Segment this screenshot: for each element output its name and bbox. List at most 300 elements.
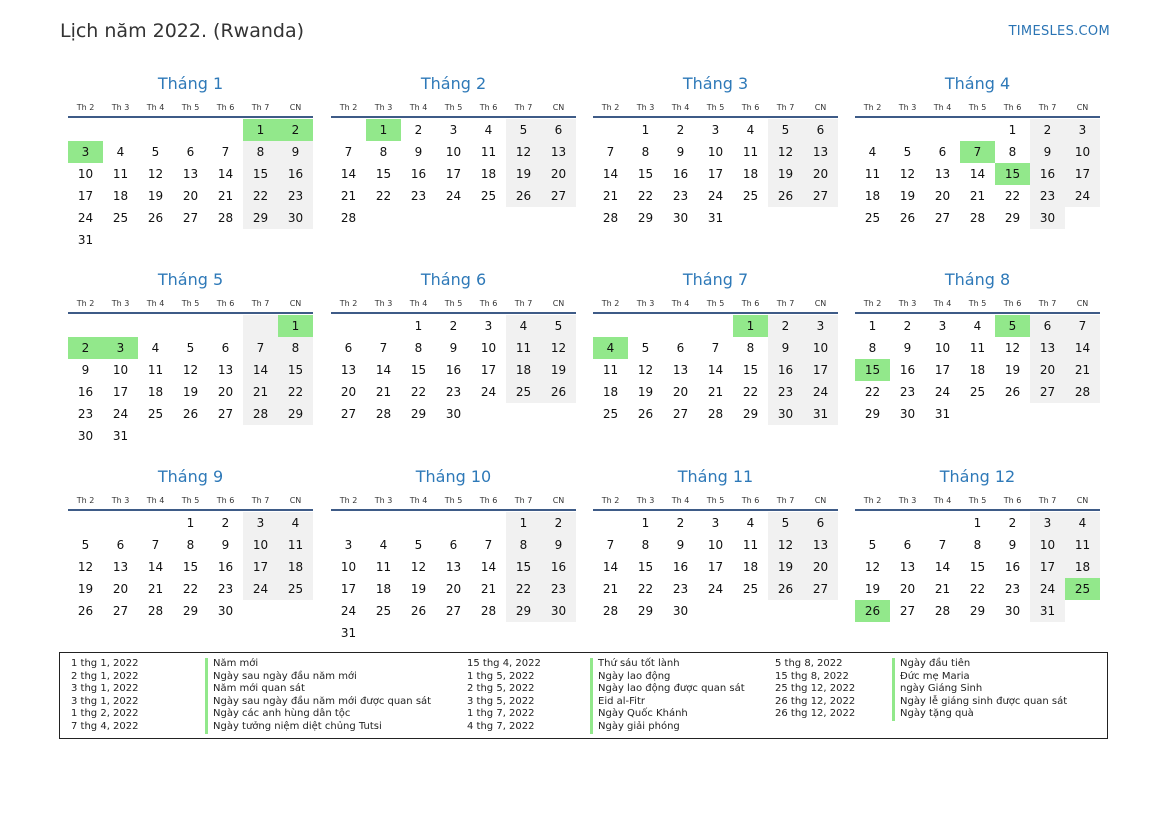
day-cell[interactable]: 21 — [340, 189, 357, 203]
day-cell[interactable]: 26 — [410, 604, 427, 618]
day-cell[interactable]: 12 — [410, 560, 427, 574]
day-cell[interactable]: 21 — [602, 582, 619, 596]
day-cell[interactable]: 24 — [1030, 578, 1065, 600]
day-cell[interactable]: 11 — [147, 363, 164, 377]
day-cell[interactable]: 10 — [112, 363, 129, 377]
day-cell[interactable]: 26 — [182, 407, 199, 421]
day-cell[interactable]: 17 — [1030, 556, 1065, 578]
day-cell[interactable]: 18 — [742, 167, 759, 181]
day-cell[interactable]: 16 — [541, 556, 576, 578]
day-cell[interactable]: 26 — [637, 407, 654, 421]
day-cell[interactable]: 3 — [243, 512, 278, 534]
day-cell[interactable]: 23 — [77, 407, 94, 421]
day-cell[interactable]: 29 — [864, 407, 881, 421]
day-cell[interactable]: 16 — [1030, 163, 1065, 185]
day-cell[interactable]: 8 — [641, 145, 650, 159]
day-cell[interactable]: 7 — [606, 145, 615, 159]
day-cell[interactable]: 3 — [1030, 512, 1065, 534]
day-cell[interactable]: 9 — [1008, 538, 1017, 552]
day-cell[interactable]: 23 — [768, 381, 803, 403]
day-cell[interactable]: 12 — [77, 560, 94, 574]
day-cell[interactable]: 27 — [445, 604, 462, 618]
day-cell[interactable]: 5 — [151, 145, 160, 159]
day-cell[interactable]: 6 — [116, 538, 125, 552]
day-cell[interactable]: 15 — [182, 560, 199, 574]
day-cell[interactable]: 24 — [112, 407, 129, 421]
day-cell[interactable]: 20 — [803, 163, 838, 185]
day-cell[interactable]: 17 — [1065, 163, 1100, 185]
day-cell[interactable]: 25 — [969, 385, 986, 399]
day-cell[interactable]: 21 — [243, 381, 278, 403]
day-cell[interactable]: 29 — [243, 207, 278, 229]
day-cell[interactable]: 4 — [484, 123, 493, 137]
day-cell[interactable]: 23 — [899, 385, 916, 399]
day-cell[interactable]: 27 — [340, 407, 357, 421]
day-cell[interactable]: 26 — [77, 604, 94, 618]
day-cell[interactable]: 14 — [1065, 337, 1100, 359]
day-cell[interactable]: 13 — [1030, 337, 1065, 359]
day-cell[interactable]: 23 — [1030, 185, 1065, 207]
day-cell[interactable]: 11 — [742, 538, 759, 552]
day-cell[interactable]: 13 — [934, 167, 951, 181]
day-cell[interactable]: 5 — [903, 145, 912, 159]
day-cell[interactable]: 20 — [182, 189, 199, 203]
day-cell[interactable]: 1 — [973, 516, 982, 530]
day-cell[interactable]: 12 — [541, 337, 576, 359]
holiday-day-cell[interactable]: 15 — [855, 359, 890, 381]
day-cell[interactable]: 19 — [637, 385, 654, 399]
day-cell[interactable]: 30 — [1030, 207, 1065, 229]
brand-link[interactable]: TIMESLES.COM — [1008, 24, 1110, 39]
holiday-day-cell[interactable]: 1 — [733, 315, 768, 337]
day-cell[interactable]: 1 — [1008, 123, 1017, 137]
day-cell[interactable]: 19 — [768, 163, 803, 185]
holiday-day-cell[interactable]: 5 — [995, 315, 1030, 337]
day-cell[interactable]: 25 — [506, 381, 541, 403]
day-cell[interactable]: 5 — [768, 119, 803, 141]
day-cell[interactable]: 14 — [602, 560, 619, 574]
day-cell[interactable]: 5 — [186, 341, 195, 355]
day-cell[interactable]: 9 — [676, 145, 685, 159]
day-cell[interactable]: 17 — [112, 385, 129, 399]
day-cell[interactable]: 2 — [768, 315, 803, 337]
day-cell[interactable]: 29 — [969, 604, 986, 618]
day-cell[interactable]: 30 — [899, 407, 916, 421]
day-cell[interactable]: 17 — [480, 363, 497, 377]
day-cell[interactable]: 18 — [1065, 556, 1100, 578]
day-cell[interactable]: 1 — [414, 319, 423, 333]
day-cell[interactable]: 6 — [186, 145, 195, 159]
day-cell[interactable]: 31 — [77, 233, 94, 247]
day-cell[interactable]: 16 — [410, 167, 427, 181]
day-cell[interactable]: 30 — [1004, 604, 1021, 618]
day-cell[interactable]: 4 — [746, 123, 755, 137]
day-cell[interactable]: 26 — [506, 185, 541, 207]
day-cell[interactable]: 7 — [938, 538, 947, 552]
day-cell[interactable]: 27 — [217, 407, 234, 421]
day-cell[interactable]: 28 — [602, 604, 619, 618]
day-cell[interactable]: 24 — [243, 578, 278, 600]
day-cell[interactable]: 18 — [480, 167, 497, 181]
day-cell[interactable]: 14 — [934, 560, 951, 574]
day-cell[interactable]: 13 — [541, 141, 576, 163]
day-cell[interactable]: 23 — [445, 385, 462, 399]
day-cell[interactable]: 4 — [1065, 512, 1100, 534]
day-cell[interactable]: 7 — [606, 538, 615, 552]
day-cell[interactable]: 8 — [414, 341, 423, 355]
day-cell[interactable]: 3 — [1065, 119, 1100, 141]
day-cell[interactable]: 6 — [221, 341, 230, 355]
day-cell[interactable]: 15 — [243, 163, 278, 185]
holiday-day-cell[interactable]: 1 — [366, 119, 401, 141]
day-cell[interactable]: 24 — [340, 604, 357, 618]
day-cell[interactable]: 16 — [445, 363, 462, 377]
day-cell[interactable]: 22 — [637, 582, 654, 596]
day-cell[interactable]: 23 — [672, 189, 689, 203]
day-cell[interactable]: 16 — [278, 163, 313, 185]
holiday-day-cell[interactable]: 2 — [278, 119, 313, 141]
day-cell[interactable]: 4 — [506, 315, 541, 337]
holiday-day-cell[interactable]: 3 — [103, 337, 138, 359]
day-cell[interactable]: 15 — [742, 363, 759, 377]
day-cell[interactable]: 12 — [1004, 341, 1021, 355]
day-cell[interactable]: 5 — [541, 315, 576, 337]
day-cell[interactable]: 31 — [112, 429, 129, 443]
day-cell[interactable]: 13 — [445, 560, 462, 574]
day-cell[interactable]: 6 — [803, 512, 838, 534]
day-cell[interactable]: 28 — [243, 403, 278, 425]
day-cell[interactable]: 7 — [243, 337, 278, 359]
day-cell[interactable]: 22 — [506, 578, 541, 600]
day-cell[interactable]: 15 — [375, 167, 392, 181]
day-cell[interactable]: 12 — [864, 560, 881, 574]
holiday-day-cell[interactable]: 4 — [593, 337, 628, 359]
day-cell[interactable]: 18 — [742, 560, 759, 574]
day-cell[interactable]: 19 — [410, 582, 427, 596]
day-cell[interactable]: 1 — [641, 123, 650, 137]
day-cell[interactable]: 10 — [340, 560, 357, 574]
day-cell[interactable]: 20 — [112, 582, 129, 596]
holiday-day-cell[interactable]: 25 — [1065, 578, 1100, 600]
day-cell[interactable]: 20 — [672, 385, 689, 399]
day-cell[interactable]: 6 — [541, 119, 576, 141]
day-cell[interactable]: 30 — [77, 429, 94, 443]
day-cell[interactable]: 21 — [969, 189, 986, 203]
day-cell[interactable]: 3 — [938, 319, 947, 333]
day-cell[interactable]: 12 — [768, 141, 803, 163]
day-cell[interactable]: 19 — [899, 189, 916, 203]
day-cell[interactable]: 25 — [147, 407, 164, 421]
day-cell[interactable]: 20 — [899, 582, 916, 596]
holiday-day-cell[interactable]: 1 — [243, 119, 278, 141]
day-cell[interactable]: 19 — [77, 582, 94, 596]
day-cell[interactable]: 31 — [803, 403, 838, 425]
day-cell[interactable]: 8 — [1008, 145, 1017, 159]
holiday-day-cell[interactable]: 1 — [278, 315, 313, 337]
day-cell[interactable]: 19 — [182, 385, 199, 399]
day-cell[interactable]: 30 — [672, 211, 689, 225]
day-cell[interactable]: 14 — [375, 363, 392, 377]
day-cell[interactable]: 10 — [480, 341, 497, 355]
day-cell[interactable]: 15 — [969, 560, 986, 574]
day-cell[interactable]: 10 — [445, 145, 462, 159]
day-cell[interactable]: 29 — [410, 407, 427, 421]
day-cell[interactable]: 23 — [217, 582, 234, 596]
day-cell[interactable]: 7 — [379, 341, 388, 355]
day-cell[interactable]: 28 — [707, 407, 724, 421]
day-cell[interactable]: 8 — [868, 341, 877, 355]
day-cell[interactable]: 6 — [676, 341, 685, 355]
day-cell[interactable]: 17 — [707, 167, 724, 181]
day-cell[interactable]: 1 — [506, 512, 541, 534]
day-cell[interactable]: 27 — [803, 185, 838, 207]
day-cell[interactable]: 11 — [864, 167, 881, 181]
day-cell[interactable]: 16 — [899, 363, 916, 377]
day-cell[interactable]: 20 — [541, 163, 576, 185]
day-cell[interactable]: 6 — [903, 538, 912, 552]
day-cell[interactable]: 15 — [637, 167, 654, 181]
day-cell[interactable]: 11 — [969, 341, 986, 355]
day-cell[interactable]: 20 — [934, 189, 951, 203]
day-cell[interactable]: 30 — [672, 604, 689, 618]
day-cell[interactable]: 11 — [480, 145, 497, 159]
day-cell[interactable]: 12 — [768, 534, 803, 556]
day-cell[interactable]: 4 — [746, 516, 755, 530]
day-cell[interactable]: 2 — [221, 516, 230, 530]
day-cell[interactable]: 12 — [899, 167, 916, 181]
day-cell[interactable]: 18 — [969, 363, 986, 377]
day-cell[interactable]: 23 — [672, 582, 689, 596]
day-cell[interactable]: 11 — [1065, 534, 1100, 556]
day-cell[interactable]: 1 — [868, 319, 877, 333]
day-cell[interactable]: 4 — [973, 319, 982, 333]
day-cell[interactable]: 8 — [186, 538, 195, 552]
day-cell[interactable]: 17 — [803, 359, 838, 381]
day-cell[interactable]: 8 — [243, 141, 278, 163]
day-cell[interactable]: 8 — [746, 341, 755, 355]
day-cell[interactable]: 18 — [375, 582, 392, 596]
day-cell[interactable]: 13 — [217, 363, 234, 377]
day-cell[interactable]: 20 — [340, 385, 357, 399]
day-cell[interactable]: 9 — [81, 363, 90, 377]
day-cell[interactable]: 19 — [1004, 363, 1021, 377]
day-cell[interactable]: 17 — [243, 556, 278, 578]
day-cell[interactable]: 13 — [112, 560, 129, 574]
day-cell[interactable]: 19 — [541, 359, 576, 381]
day-cell[interactable]: 2 — [1030, 119, 1065, 141]
day-cell[interactable]: 4 — [278, 512, 313, 534]
day-cell[interactable]: 24 — [77, 211, 94, 225]
day-cell[interactable]: 18 — [506, 359, 541, 381]
day-cell[interactable]: 24 — [707, 582, 724, 596]
day-cell[interactable]: 23 — [1004, 582, 1021, 596]
day-cell[interactable]: 14 — [480, 560, 497, 574]
day-cell[interactable]: 26 — [1004, 385, 1021, 399]
holiday-day-cell[interactable]: 15 — [995, 163, 1030, 185]
day-cell[interactable]: 3 — [344, 538, 353, 552]
day-cell[interactable]: 21 — [480, 582, 497, 596]
day-cell[interactable]: 5 — [768, 512, 803, 534]
day-cell[interactable]: 10 — [243, 534, 278, 556]
day-cell[interactable]: 22 — [1004, 189, 1021, 203]
day-cell[interactable]: 9 — [278, 141, 313, 163]
day-cell[interactable]: 30 — [278, 207, 313, 229]
day-cell[interactable]: 11 — [506, 337, 541, 359]
day-cell[interactable]: 19 — [864, 582, 881, 596]
day-cell[interactable]: 18 — [278, 556, 313, 578]
day-cell[interactable]: 10 — [707, 145, 724, 159]
day-cell[interactable]: 22 — [637, 189, 654, 203]
day-cell[interactable]: 28 — [1065, 381, 1100, 403]
day-cell[interactable]: 25 — [112, 211, 129, 225]
day-cell[interactable]: 31 — [1030, 600, 1065, 622]
day-cell[interactable]: 25 — [480, 189, 497, 203]
day-cell[interactable]: 21 — [1065, 359, 1100, 381]
day-cell[interactable]: 15 — [410, 363, 427, 377]
day-cell[interactable]: 12 — [182, 363, 199, 377]
day-cell[interactable]: 3 — [803, 315, 838, 337]
day-cell[interactable]: 4 — [116, 145, 125, 159]
day-cell[interactable]: 6 — [449, 538, 458, 552]
day-cell[interactable]: 9 — [768, 337, 803, 359]
day-cell[interactable]: 21 — [602, 189, 619, 203]
day-cell[interactable]: 11 — [602, 363, 619, 377]
day-cell[interactable]: 17 — [707, 560, 724, 574]
day-cell[interactable]: 25 — [742, 189, 759, 203]
day-cell[interactable]: 26 — [899, 211, 916, 225]
day-cell[interactable]: 9 — [414, 145, 423, 159]
day-cell[interactable]: 11 — [278, 534, 313, 556]
day-cell[interactable]: 31 — [340, 626, 357, 640]
day-cell[interactable]: 10 — [707, 538, 724, 552]
day-cell[interactable]: 7 — [1065, 315, 1100, 337]
day-cell[interactable]: 27 — [899, 604, 916, 618]
day-cell[interactable]: 27 — [541, 185, 576, 207]
day-cell[interactable]: 5 — [868, 538, 877, 552]
day-cell[interactable]: 27 — [934, 211, 951, 225]
day-cell[interactable]: 29 — [278, 403, 313, 425]
day-cell[interactable]: 2 — [449, 319, 458, 333]
day-cell[interactable]: 13 — [803, 141, 838, 163]
day-cell[interactable]: 28 — [480, 604, 497, 618]
day-cell[interactable]: 24 — [480, 385, 497, 399]
day-cell[interactable]: 22 — [243, 185, 278, 207]
day-cell[interactable]: 15 — [278, 359, 313, 381]
day-cell[interactable]: 18 — [864, 189, 881, 203]
day-cell[interactable]: 28 — [602, 211, 619, 225]
day-cell[interactable]: 15 — [637, 560, 654, 574]
day-cell[interactable]: 3 — [484, 319, 493, 333]
day-cell[interactable]: 13 — [803, 534, 838, 556]
day-cell[interactable]: 28 — [375, 407, 392, 421]
day-cell[interactable]: 23 — [278, 185, 313, 207]
day-cell[interactable]: 24 — [445, 189, 462, 203]
day-cell[interactable]: 29 — [1004, 211, 1021, 225]
day-cell[interactable]: 22 — [742, 385, 759, 399]
day-cell[interactable]: 5 — [641, 341, 650, 355]
day-cell[interactable]: 28 — [147, 604, 164, 618]
day-cell[interactable]: 20 — [445, 582, 462, 596]
day-cell[interactable]: 22 — [375, 189, 392, 203]
day-cell[interactable]: 25 — [602, 407, 619, 421]
day-cell[interactable]: 3 — [711, 516, 720, 530]
day-cell[interactable]: 4 — [379, 538, 388, 552]
day-cell[interactable]: 23 — [541, 578, 576, 600]
day-cell[interactable]: 26 — [768, 578, 803, 600]
day-cell[interactable]: 22 — [969, 582, 986, 596]
day-cell[interactable]: 9 — [221, 538, 230, 552]
day-cell[interactable]: 22 — [182, 582, 199, 596]
day-cell[interactable]: 7 — [711, 341, 720, 355]
day-cell[interactable]: 14 — [147, 560, 164, 574]
day-cell[interactable]: 6 — [1030, 315, 1065, 337]
day-cell[interactable]: 19 — [506, 163, 541, 185]
day-cell[interactable]: 13 — [182, 167, 199, 181]
day-cell[interactable]: 7 — [344, 145, 353, 159]
day-cell[interactable]: 27 — [182, 211, 199, 225]
day-cell[interactable]: 29 — [637, 211, 654, 225]
day-cell[interactable]: 16 — [672, 167, 689, 181]
day-cell[interactable]: 24 — [1065, 185, 1100, 207]
day-cell[interactable]: 26 — [147, 211, 164, 225]
day-cell[interactable]: 23 — [410, 189, 427, 203]
day-cell[interactable]: 25 — [375, 604, 392, 618]
day-cell[interactable]: 11 — [112, 167, 129, 181]
day-cell[interactable]: 7 — [221, 145, 230, 159]
day-cell[interactable]: 28 — [969, 211, 986, 225]
day-cell[interactable]: 27 — [1030, 381, 1065, 403]
day-cell[interactable]: 7 — [151, 538, 160, 552]
day-cell[interactable]: 1 — [641, 516, 650, 530]
day-cell[interactable]: 9 — [1030, 141, 1065, 163]
day-cell[interactable]: 21 — [147, 582, 164, 596]
day-cell[interactable]: 24 — [803, 381, 838, 403]
day-cell[interactable]: 31 — [934, 407, 951, 421]
day-cell[interactable]: 8 — [506, 534, 541, 556]
day-cell[interactable]: 20 — [803, 556, 838, 578]
day-cell[interactable]: 13 — [672, 363, 689, 377]
day-cell[interactable]: 11 — [375, 560, 392, 574]
day-cell[interactable]: 27 — [672, 407, 689, 421]
day-cell[interactable]: 8 — [973, 538, 982, 552]
day-cell[interactable]: 25 — [864, 211, 881, 225]
day-cell[interactable]: 30 — [541, 600, 576, 622]
day-cell[interactable]: 14 — [217, 167, 234, 181]
day-cell[interactable]: 10 — [803, 337, 838, 359]
day-cell[interactable]: 21 — [707, 385, 724, 399]
day-cell[interactable]: 2 — [676, 123, 685, 137]
day-cell[interactable]: 16 — [217, 560, 234, 574]
day-cell[interactable]: 11 — [742, 145, 759, 159]
day-cell[interactable]: 2 — [676, 516, 685, 530]
day-cell[interactable]: 21 — [934, 582, 951, 596]
day-cell[interactable]: 10 — [1030, 534, 1065, 556]
day-cell[interactable]: 25 — [278, 578, 313, 600]
day-cell[interactable]: 31 — [707, 211, 724, 225]
day-cell[interactable]: 28 — [340, 211, 357, 225]
day-cell[interactable]: 1 — [186, 516, 195, 530]
day-cell[interactable]: 26 — [768, 185, 803, 207]
day-cell[interactable]: 4 — [868, 145, 877, 159]
day-cell[interactable]: 10 — [1065, 141, 1100, 163]
day-cell[interactable]: 19 — [147, 189, 164, 203]
day-cell[interactable]: 12 — [147, 167, 164, 181]
day-cell[interactable]: 12 — [506, 141, 541, 163]
day-cell[interactable]: 24 — [934, 385, 951, 399]
day-cell[interactable]: 18 — [112, 189, 129, 203]
day-cell[interactable]: 13 — [899, 560, 916, 574]
day-cell[interactable]: 21 — [375, 385, 392, 399]
